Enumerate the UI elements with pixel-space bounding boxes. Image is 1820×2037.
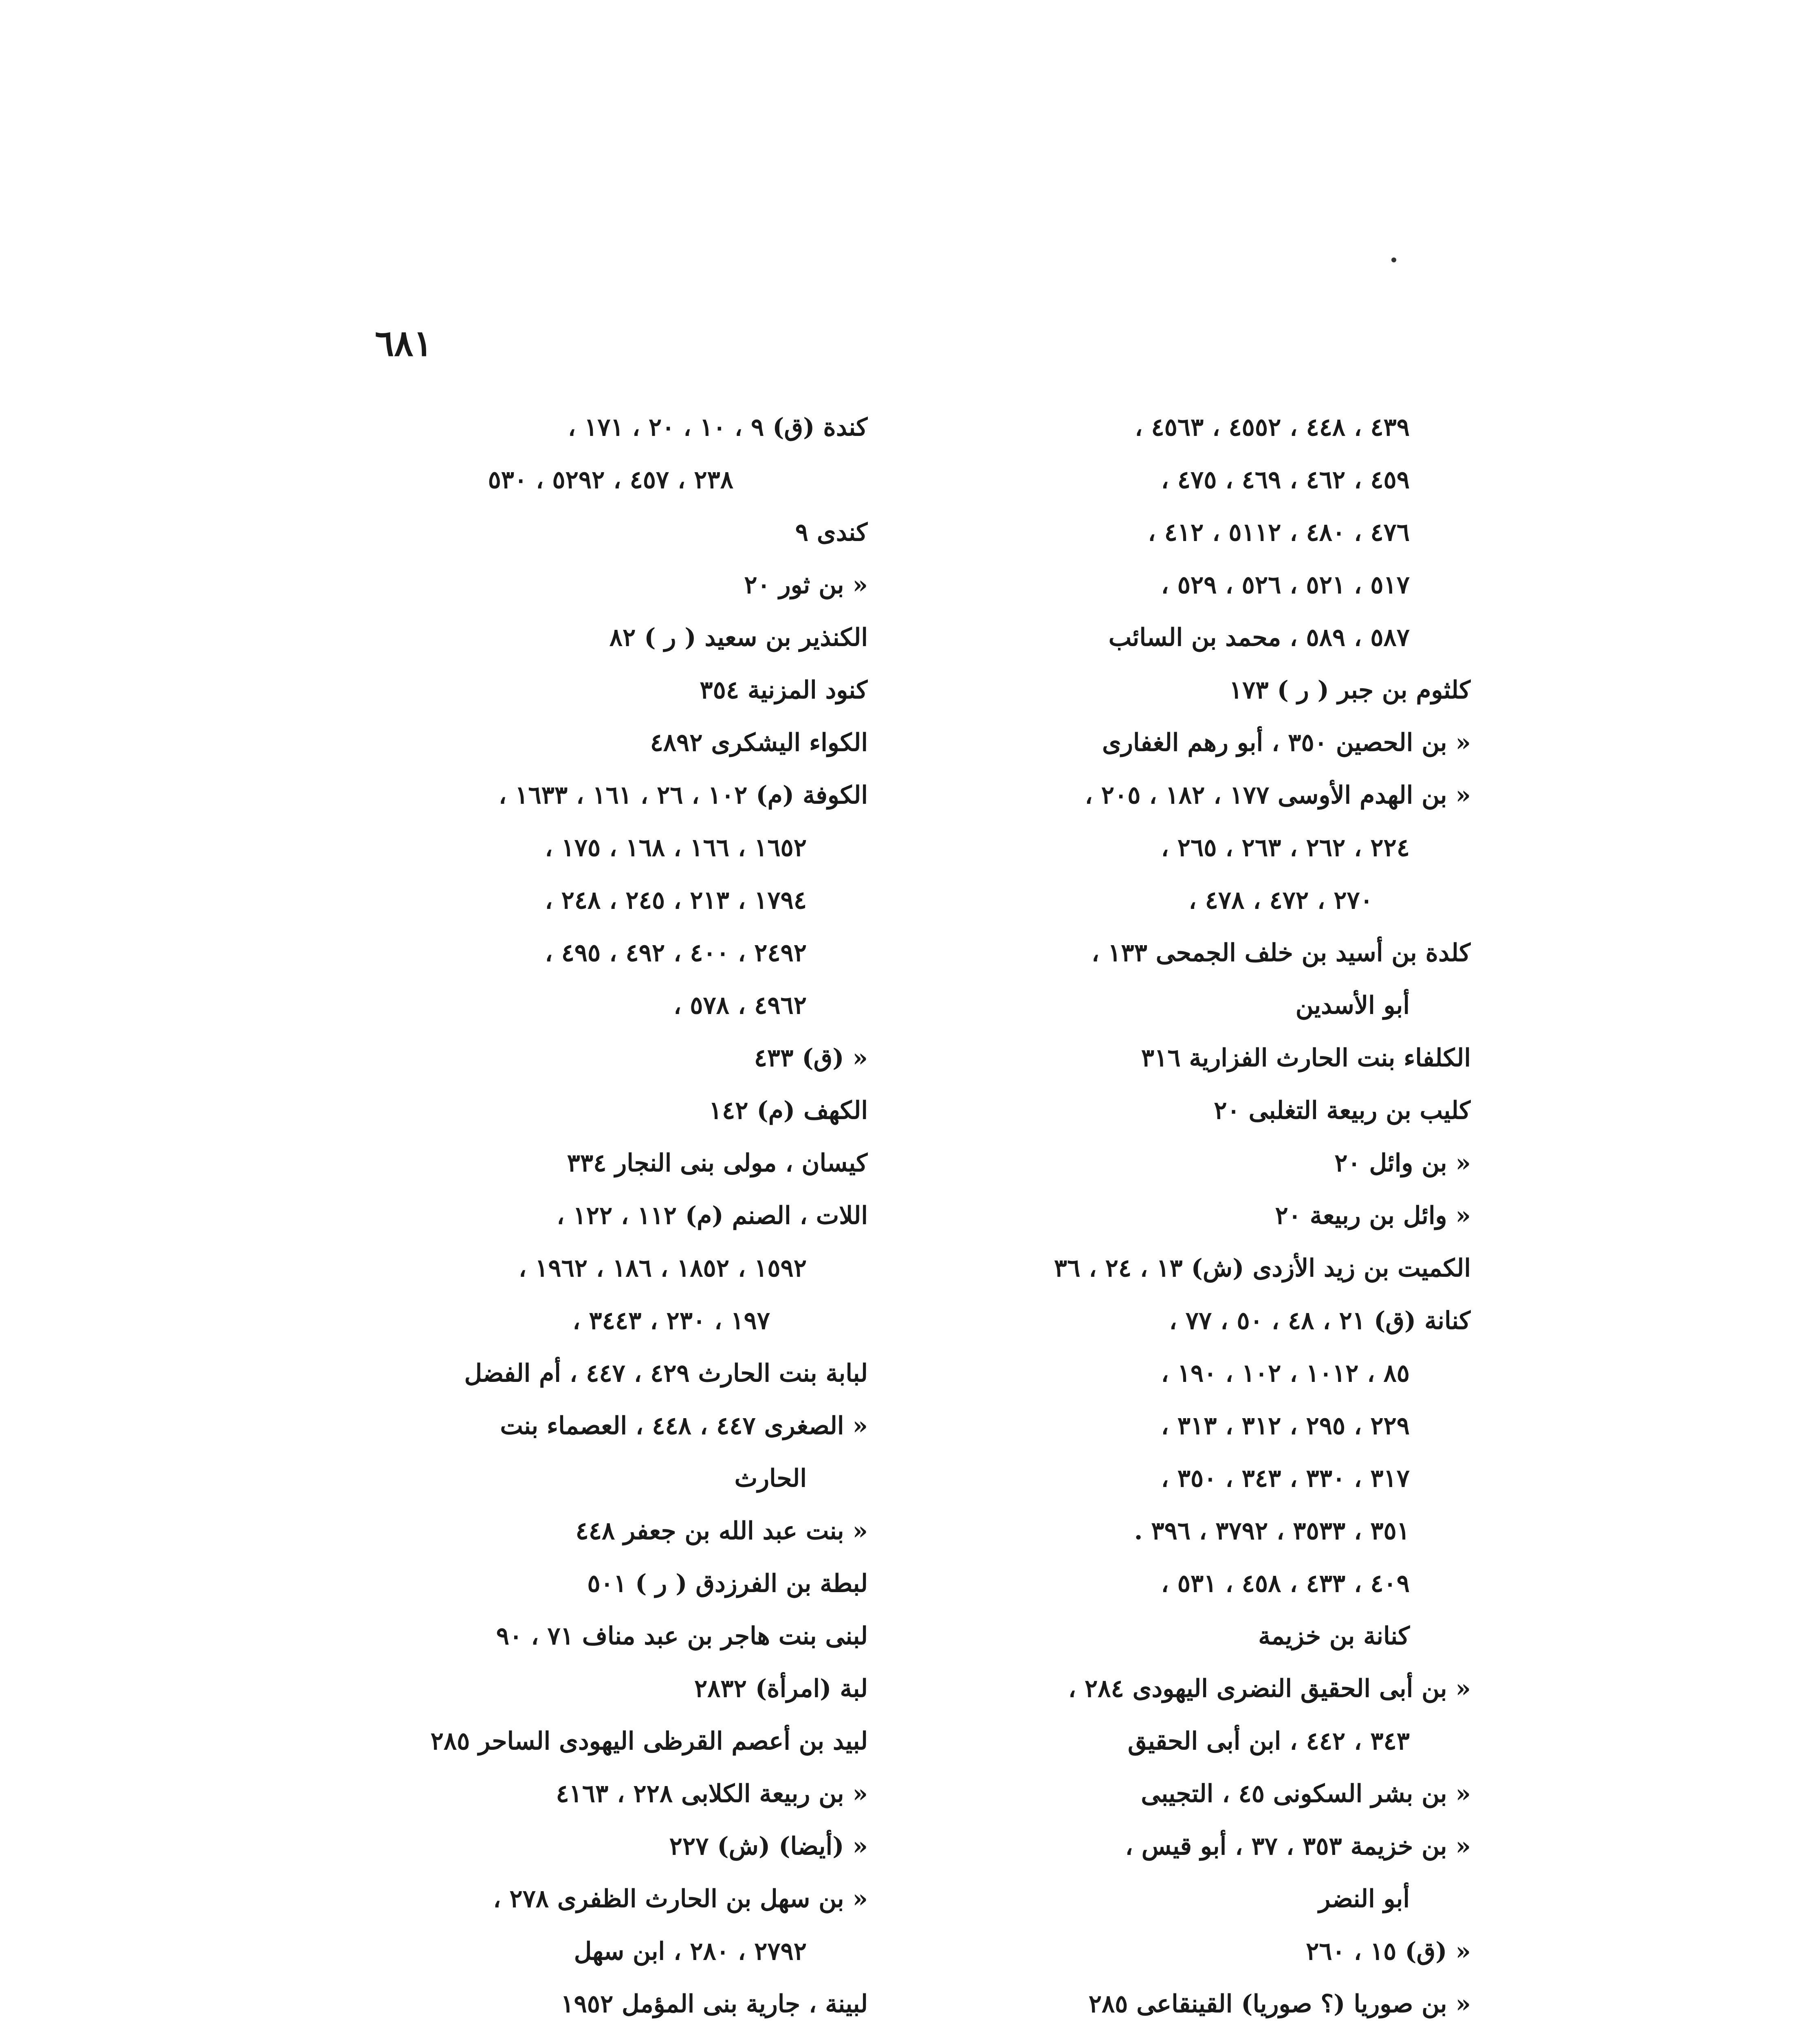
index-entry: ٥١٧ ، ٥٢١ ، ٥٢٦ ، ٥٢٩ ، [1161, 571, 1410, 599]
index-entry: كلدة بن أسيد بن خلف الجمحى ١٣٣ ، [1091, 939, 1471, 967]
index-entry: الكهف (م) ١٤٢ [709, 1096, 868, 1125]
index-entry: أبو النضر [1318, 1885, 1410, 1913]
index-entry: « بن سهل بن الحارث الظفرى ٢٧٨ ، [493, 1885, 868, 1913]
index-entry: كنود المزنية ٣٥٤ [700, 676, 868, 704]
index-entry: « بن خزيمة ٣٥٣ ، ٣٧ ، أبو قيس ، [1125, 1832, 1471, 1861]
index-entry: ١٧٩٤ ، ٢١٣ ، ٢٤٥ ، ٢٤٨ ، [545, 886, 807, 915]
index-entry: لبينة ، جارية بنى المؤمل ١٩٥٢ [561, 1990, 868, 2018]
top-margin-dot [1391, 257, 1396, 262]
index-entry: كندى ٩ [795, 518, 868, 547]
index-entry: ٤٣٩ ، ٤٤٨ ، ٤٥٥٢ ، ٤٥٦٣ ، [1135, 413, 1410, 442]
index-entry: ٢٤٩٢ ، ٤٠٠ ، ٤٩٢ ، ٤٩٥ ، [545, 939, 807, 967]
index-entry: كليب بن ربيعة التغلبى ٢٠ [1214, 1096, 1471, 1125]
index-entry: الكميت بن زيد الأزدى (ش) ١٣ ، ٢٤ ، ٣٦ [1054, 1254, 1471, 1282]
index-entry: الكوفة (م) ١٠٢ ، ٢٦ ، ١٦١ ، ١٦٣٣ ، [498, 781, 868, 810]
index-entry [367, 2030, 868, 2037]
index-entry: ٣٥١ ، ٣٥٣٣ ، ٣٧٩٢ ، ٣٩٦ . [1134, 1517, 1410, 1545]
index-entry: كيسان ، مولى بنى النجار ٣٣٤ [567, 1149, 868, 1177]
index-entry: « بن وائل ٢٠ [1334, 1149, 1471, 1177]
index-entry: « بن ربيعة الكلابى ٢٢٨ ، ٤١٦٣ [556, 1780, 868, 1808]
index-entry: ٢٢٤ ، ٢٦٢ ، ٢٦٣ ، ٢٦٥ ، [1161, 834, 1410, 862]
index-entry: « بن الحصين ٣٥٠ ، أبو رهم الغفارى [1102, 728, 1471, 757]
index-entry: لبة (امرأة) ٢٨٣٢ [694, 1674, 868, 1703]
index-entry: ١٥٩٢ ، ١٨٥٢ ، ١٨٦ ، ١٩٦٢ ، [518, 1254, 807, 1282]
index-column-left [367, 401, 868, 2037]
index-entry [970, 2030, 1471, 2037]
index-entry: كنانة (ق) ٢١ ، ٤٨ ، ٥٠ ، ٧٧ ، [1169, 1307, 1471, 1335]
index-entry: ١٩٧ ، ٢٣٠ ، ٣٤٤٣ ، [572, 1307, 770, 1335]
index-entry: « بن أبى الحقيق النضرى اليهودى ٢٨٤ ، [1068, 1674, 1471, 1703]
index-entry: ٢٣٨ ، ٤٥٧ ، ٥٢٩٢ ، ٥٣٠ [488, 466, 733, 494]
index-entry: ٤٩٦٢ ، ٥٧٨ ، [673, 991, 807, 1020]
index-entry: الحارث [734, 1464, 807, 1493]
index-entry: ٥٨٧ ، ٥٨٩ ، محمد بن السائب [1108, 623, 1410, 652]
index-entry: « بن بشر السكونى ٤٥ ، التجيبى [1141, 1780, 1471, 1808]
index-entry: ٤٧٦ ، ٤٨٠ ، ٥١١٢ ، ٤١٢ ، [1148, 518, 1410, 547]
index-entry: أبو الأسدين [1295, 991, 1410, 1020]
page-number: ٦٨١ [375, 322, 433, 364]
index-entry: « (أيضا) (ش) ٢٢٧ [669, 1832, 868, 1861]
index-entry: « بنت عبد الله بن جعفر ٤٤٨ [575, 1517, 868, 1545]
index-entry: ٣١٧ ، ٣٣٠ ، ٣٤٣ ، ٣٥٠ ، [1161, 1464, 1410, 1493]
index-entry: « (ق) ٤٣٣ [754, 1044, 868, 1072]
index-entry: « بن ثور ٢٠ [744, 571, 868, 599]
index-entry: لبيد بن أعصم القرظى اليهودى الساحر ٢٨٥ [430, 1727, 868, 1755]
index-entry: كلثوم بن جبر ( ر ) ١٧٣ [1229, 676, 1471, 704]
index-entry: ١٦٥٢ ، ١٦٦ ، ١٦٨ ، ١٧٥ ، [545, 834, 807, 862]
index-entry: ٣٤٣ ، ٤٤٢ ، ابن أبى الحقيق [1127, 1727, 1410, 1755]
index-entry: ٢٢٩ ، ٢٩٥ ، ٣١٢ ، ٣١٣ ، [1161, 1412, 1410, 1440]
index-entry: « بن صوريا (؟ صوريا) القينقاعى ٢٨٥ [1088, 1990, 1471, 2018]
index-entry: ٤٠٩ ، ٤٣٣ ، ٤٥٨ ، ٥٣١ ، [1161, 1569, 1410, 1598]
index-entry: الكواء اليشكرى ٤٨٩٢ [650, 728, 868, 757]
index-entry: كندة (ق) ٩ ، ١٠ ، ٢٠ ، ١٧١ ، [568, 413, 868, 442]
index-column-right [970, 401, 1471, 2037]
index-entry: كنانة بن خزيمة [1258, 1622, 1410, 1650]
index-entry: ٤٥٩ ، ٤٦٢ ، ٤٦٩ ، ٤٧٥ ، [1161, 466, 1410, 494]
index-entry: « بن الهدم الأوسى ١٧٧ ، ١٨٢ ، ٢٠٥ ، [1085, 781, 1471, 810]
index-entry: ٨٥ ، ١٠١٢ ، ١٠٢ ، ١٩٠ ، [1161, 1359, 1410, 1388]
index-entry: الكنذير بن سعيد ( ر ) ٨٢ [609, 623, 868, 652]
index-entry: اللات ، الصنم (م) ١١٢ ، ١٢٢ ، [557, 1201, 868, 1230]
index-entry: « وائل بن ربيعة ٢٠ [1275, 1201, 1471, 1230]
index-entry: « الصغرى ٤٤٧ ، ٤٤٨ ، العصماء بنت [500, 1412, 868, 1440]
index-entry: لبنى بنت هاجر بن عبد مناف ٧١ ، ٩٠ [496, 1622, 868, 1650]
index-entry: لبابة بنت الحارث ٤٢٩ ، ٤٤٧ ، أم الفضل [464, 1359, 868, 1388]
index-entry: ٢٧٠ ، ٤٧٢ ، ٤٧٨ ، [1188, 886, 1373, 915]
index-entry: الكلفاء بنت الحارث الفزارية ٣١٦ [1141, 1044, 1471, 1072]
index-entry: لبطة بن الفرزدق ( ر ) ٥٠١ [587, 1569, 868, 1598]
index-entry: ٢٧٩٢ ، ٢٨٠ ، ابن سهل [574, 1937, 807, 1966]
index-entry: « (ق) ١٥ ، ٢٦٠ [1306, 1937, 1471, 1966]
